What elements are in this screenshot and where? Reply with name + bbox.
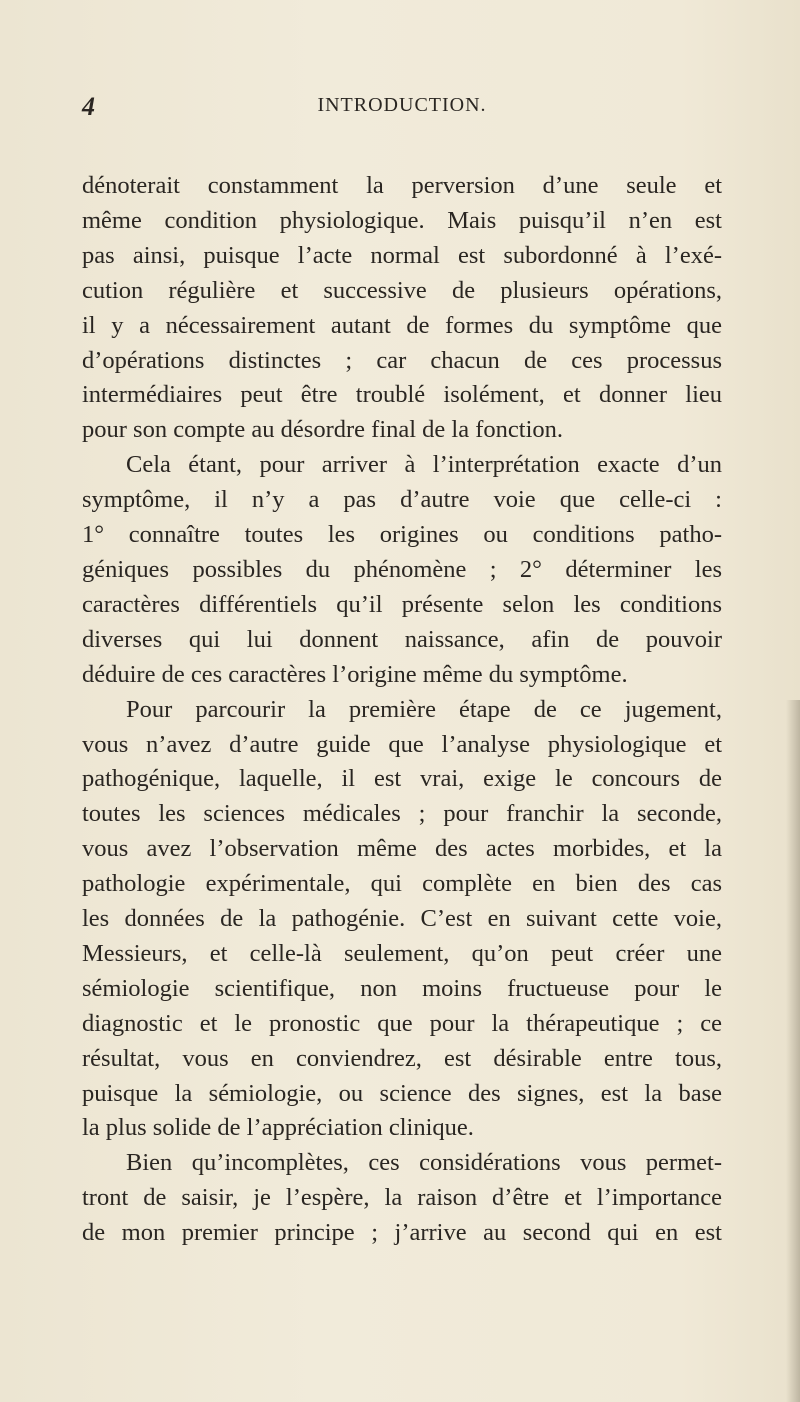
text-line: Pour parcourir la première étape de ce jugement,: [126, 695, 722, 723]
text-line: les données de la pathogénie. C’est en suivant cette voie,: [82, 905, 722, 933]
text-line: pathogénique, laquelle, il est vrai, exige le concours de: [82, 765, 722, 793]
text-line: il y a nécessairement autant de formes du symptôme que: [82, 311, 722, 339]
body-text: [82, 169, 722, 1251]
text-line: diverses qui lui donnent naissance, afin de pouvoir: [82, 625, 722, 653]
text-line: même condition physiologique. Mais puisqu’il n’en est: [82, 206, 722, 234]
text-line: vous avez l’observation même des actes morbides, et la: [82, 835, 722, 863]
text-line: vous n’avez d’autre guide que l’analyse physiologique et: [82, 730, 722, 758]
text-line: intermédiaires peut être troublé isolément, et donner lieu: [82, 381, 722, 409]
text-line: sémiologie scientifique, non moins fructueuse pour le: [82, 974, 722, 1002]
text-line: la plus solide de l’appréciation clinique.: [82, 1114, 474, 1142]
text-line: diagnostic et le pronostic que pour la thérapeutique ; ce: [82, 1009, 722, 1037]
text-line: pour son compte au désordre final de la fonction.: [82, 416, 564, 444]
text-line: cution régulière et successive de plusieurs opérations,: [82, 276, 722, 304]
text-line: toutes les sciences médicales ; pour franchir la seconde,: [82, 800, 722, 828]
running-title: INTRODUCTION.: [317, 94, 487, 116]
page-edge-shadow: [786, 700, 800, 1402]
text-line: puisque la sémiologie, ou science des signes, est la base: [82, 1079, 722, 1107]
text-line: Messieurs, et celle-là seulement, qu’on peut créer une: [82, 939, 722, 967]
text-line: géniques possibles du phénomène ; 2° déterminer les: [82, 555, 722, 583]
text-line: déduire de ces caractères l’origine même du symptôme.: [82, 660, 628, 688]
page-number: 4: [82, 92, 95, 121]
text-line: pathologie expérimentale, qui complète en bien des cas: [82, 870, 722, 898]
text-line: d’opérations distinctes ; car chacun de ces processus: [82, 346, 722, 374]
text-line: Cela étant, pour arriver à l’interprétation exacte d’un: [126, 451, 722, 479]
page-header: [82, 92, 722, 122]
text-line: caractères différentiels qu’il présente selon les conditions: [82, 590, 722, 618]
text-line: dénoterait constamment la perversion d’une seule et: [82, 172, 722, 199]
text-line: Bien qu’incomplètes, ces considérations vous permet-: [126, 1149, 722, 1177]
text-line: pas ainsi, puisque l’acte normal est subordonné à l’exé-: [82, 241, 722, 269]
text-line: résultat, vous en conviendrez, est désirable entre tous,: [82, 1044, 722, 1072]
text-line: tront de saisir, je l’espère, la raison d’être et l’importance: [82, 1184, 722, 1212]
text-line: symptôme, il n’y a pas d’autre voie que celle-ci :: [82, 486, 722, 514]
text-line: 1° connaître toutes les origines ou conditions patho-: [82, 521, 722, 549]
text-line: de mon premier principe ; j’arrive au second qui en est: [82, 1219, 722, 1247]
